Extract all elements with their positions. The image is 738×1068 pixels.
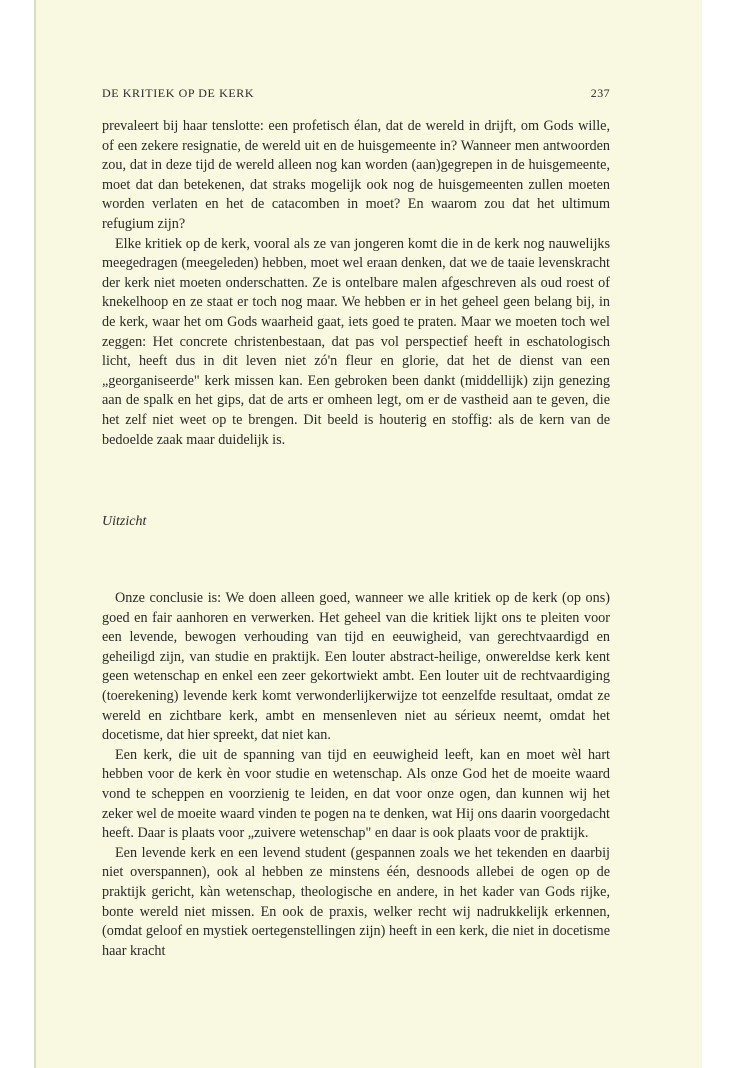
paragraph: Een levende kerk en een levend student (gespannen zoals we het tekenden en daarbij niet overspannen), ook al hebben ze minstens één, desnoods allebei de ogen op de praktijk gericht, kàn wetenschap, theologische en andere, in het kader van Gods rijke, bonte wereld niet missen. En ook de praxis, welker recht wij nadrukkelijk erkennen, (omdat geloof en mystiek oertegenstellingen zijn) heeft in een kerk, die niet in docetisme haar kracht (102, 844, 610, 959)
paragraph: Onze conclusie is: We doen alleen goed, wanneer we alle kritiek op de kerk (op ons) goed en fair aanhoren en verwerken. Het geheel van die kritiek lijkt ons te pleiten voor een levende, bewogen verhouding van tijd en eeuwigheid, van gerechtvaardigd en geheiligd zijn, van studie en praktijk. Een louter abstract-heilige, onwereldse kerk kent geen wetenschap en enkel een zeer gekortwiekt ambt. Een louter uit de rechtvaardiging (toerekening) levende kerk komt verwonderlijkerwijze tot eenzelfde resultaat, omdat ze wereld en zichtbare kerk, ambt en mensenleven niet au sérieux neemt, omdat het docetisme, dat hier spreekt, dat niet kan. (102, 590, 610, 744)
page-edge (34, 0, 36, 1068)
paragraph: prevaleert bij haar tenslotte: een profetisch élan, dat de wereld in drijft, om Gods wille, of een zekere resignatie, de wereld uit en de huisgemeente in? Wanneer men antwoorden zou, dat in deze tijd de wereld alleen nog kan worden (aan)gegrepen in de huisgemeente, moet dat dan betekenen, dat straks mogelijk ook nog de huisgemeenten zullen moeten worden verlaten en het de catacomben in moet? En waarom zou dat het ultimum refugium zijn? (102, 118, 610, 232)
text-block-after (102, 589, 610, 961)
paragraph: Een kerk, die uit de spanning van tijd en eeuwigheid leeft, kan en moet wèl hart hebben voor de kerk èn voor studie en wetenschap. Als onze God het de moeite waard vond te scheppen en voorzienig te leiden, en dat voor onze ogen, dan kunnen wij het zeker wel de moeite waard vinden te pogen na te denken, wat Hij ons daarin voorgedacht heeft. Daar is plaats voor „zuivere wetenschap" en daar is ook plaats voor de praktijk. (102, 746, 610, 842)
text-block-before (102, 117, 610, 450)
paragraph: Elke kritiek op de kerk, vooral als ze van jongeren komt die in de kerk nog nauwelijks meegedragen (meegeleden) hebben, moet wel eraan denken, dat we de taaie levenskracht der kerk niet moeten onderschatten. Ze is ontelbare malen afgeschreven als oud roest of knekelhoop en ze staat er toch nog maar. We hebben er in het geheel geen belang bij, in de kerk, waar het om Gods waarheid gaat, iets goed te praten. Maar we moeten toch wel zeggen: Het concrete christenbestaan, dat pas vol perspectief heeft in eschatologisch licht, heeft dus in dit leven niet zó'n fleur en glorie, dat het de dienst van een „georganiseerde" kerk missen kan. Een gebroken been dankt (middellijk) zijn genezing aan de spalk en het gips, dat de arts er omheen legt, om er de vastheid aan te geven, die het zelf niet weet op te brengen. Dit beeld is houterig en stoffig: als de kern van de bedoelde zaak maar duidelijk is. (102, 235, 610, 448)
running-head-title: DE KRITIEK OP DE KERK (102, 86, 255, 100)
running-head (102, 86, 610, 101)
page-number: 237 (590, 86, 610, 100)
section-heading: Uitzicht (102, 514, 147, 529)
